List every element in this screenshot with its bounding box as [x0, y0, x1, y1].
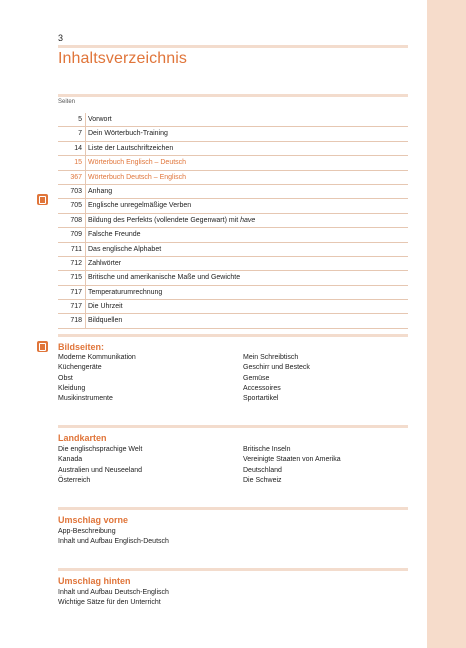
toc-page: 7: [78, 130, 82, 138]
list-item[interactable]: Mein Schreibtisch: [243, 354, 299, 361]
toc-label: Die Uhrzeit: [88, 303, 123, 311]
toc-label: Englische unregelmäßige Verben: [88, 202, 192, 210]
umschlag-hinten-list: [58, 588, 169, 609]
toc-row[interactable]: [58, 142, 408, 156]
list-item[interactable]: Vereinigte Staaten von Amerika: [243, 456, 341, 464]
toc-row[interactable]: [58, 113, 408, 127]
toc-row[interactable]: [58, 214, 408, 228]
toc-page: 703: [70, 187, 82, 195]
toc-page: 705: [70, 202, 82, 210]
landkarten-rule: [58, 425, 408, 428]
toc-label: Anhang: [88, 187, 113, 195]
list-item[interactable]: Die englischsprachige Welt: [58, 446, 143, 453]
toc-row[interactable]: [58, 286, 408, 300]
toc-row[interactable]: [58, 228, 408, 242]
list-item[interactable]: Geschirr und Besteck: [243, 364, 310, 372]
toc-label: Britische und amerikanische Maße und Gewichte: [88, 274, 241, 282]
toc-page: 715: [70, 274, 82, 282]
toc-row[interactable]: [58, 156, 408, 170]
toc-page: 708: [70, 216, 82, 224]
toc-label: Zahlwörter: [88, 259, 122, 267]
toc-page: 717: [70, 303, 82, 311]
list-item[interactable]: Obst: [58, 374, 73, 382]
landkarten-left-list: [58, 445, 142, 486]
toc-label: Wörterbuch Englisch – Deutsch: [88, 159, 187, 167]
toc-label: Das englische Alphabet: [88, 245, 162, 253]
toc-row[interactable]: [58, 127, 408, 141]
list-item[interactable]: Inhalt und Aufbau Englisch-Deutsch: [58, 538, 169, 546]
list-item[interactable]: Gemüse: [243, 374, 270, 382]
toc-row[interactable]: [58, 257, 408, 271]
list-item[interactable]: Australien und Neuseeland: [58, 466, 143, 474]
toc-row[interactable]: [58, 271, 408, 285]
toc-page: 367: [70, 173, 82, 181]
list-item[interactable]: Accessoires: [243, 384, 281, 392]
list-item[interactable]: Kleidung: [58, 384, 86, 392]
book-icon: [37, 194, 48, 205]
page-number: 3: [58, 33, 64, 43]
list-item[interactable]: Die Schweiz: [243, 476, 282, 484]
toc-label: Liste der Lautschriftzeichen: [88, 144, 174, 152]
landkarten-heading: Landkarten: [58, 433, 107, 443]
bildseiten-right-list: [243, 353, 310, 404]
umschlag-vorne-rule: [58, 507, 408, 510]
toc-row[interactable]: [58, 199, 408, 213]
list-item[interactable]: Küchengeräte: [58, 364, 102, 372]
toc-page: 712: [70, 259, 82, 267]
bildseiten-left-list: [58, 353, 136, 404]
toc-page: 711: [70, 245, 82, 253]
list-item[interactable]: Britische Inseln: [243, 446, 291, 453]
list-item[interactable]: Österreich: [58, 476, 91, 484]
bildseiten-heading: Bildseiten:: [58, 342, 105, 352]
toc-label: Temperaturumrechnung: [88, 288, 163, 296]
umschlag-hinten-rule: [58, 568, 408, 571]
umschlag-vorne-list: [58, 527, 169, 548]
toc-row[interactable]: [58, 185, 408, 199]
right-margin-band: [427, 0, 466, 648]
toc-row[interactable]: [58, 314, 408, 328]
toc-label: Bildung des Perfekts (vollendete Gegenwart) mit have: [88, 216, 256, 224]
page-title: Inhaltsverzeichnis: [58, 50, 187, 67]
seiten-label: Seiten: [58, 99, 76, 105]
list-item[interactable]: Musikinstrumente: [58, 395, 113, 403]
book-icon: [37, 341, 48, 352]
toc-page: 5: [78, 116, 82, 123]
list-item[interactable]: Kanada: [58, 456, 83, 464]
toc-label: Bildquellen: [88, 317, 123, 325]
toc-row[interactable]: [58, 300, 408, 314]
list-item[interactable]: Deutschland: [243, 466, 282, 474]
toc-table: [58, 113, 408, 329]
bildseiten-rule: [58, 334, 408, 337]
umschlag-vorne-heading: Umschlag vorne: [58, 515, 129, 525]
toc-row[interactable]: [58, 171, 408, 185]
toc-page: 709: [70, 231, 82, 239]
list-item[interactable]: Inhalt und Aufbau Deutsch-Englisch: [58, 589, 169, 596]
list-item[interactable]: Moderne Kommunikation: [58, 354, 136, 361]
title-rule: [58, 45, 408, 48]
landkarten-right-list: [243, 445, 341, 486]
toc-page: 718: [70, 317, 82, 325]
list-item[interactable]: Sportartikel: [243, 395, 279, 403]
toc-label: Wörterbuch Deutsch – Englisch: [88, 173, 187, 181]
toc-page: 717: [70, 288, 82, 296]
umschlag-hinten-heading: Umschlag hinten: [58, 576, 131, 586]
list-item[interactable]: Wichtige Sätze für den Unterricht: [58, 599, 161, 607]
toc-row[interactable]: [58, 243, 408, 257]
list-item[interactable]: App-Beschreibung: [58, 528, 116, 535]
toc-page: 15: [74, 159, 82, 167]
toc-page: 14: [74, 144, 82, 152]
toc-label: Dein Wörterbuch-Training: [88, 130, 168, 138]
toc-top-rule: [58, 94, 408, 97]
toc-label: Vorwort: [88, 116, 112, 123]
toc-label: Falsche Freunde: [88, 231, 141, 239]
